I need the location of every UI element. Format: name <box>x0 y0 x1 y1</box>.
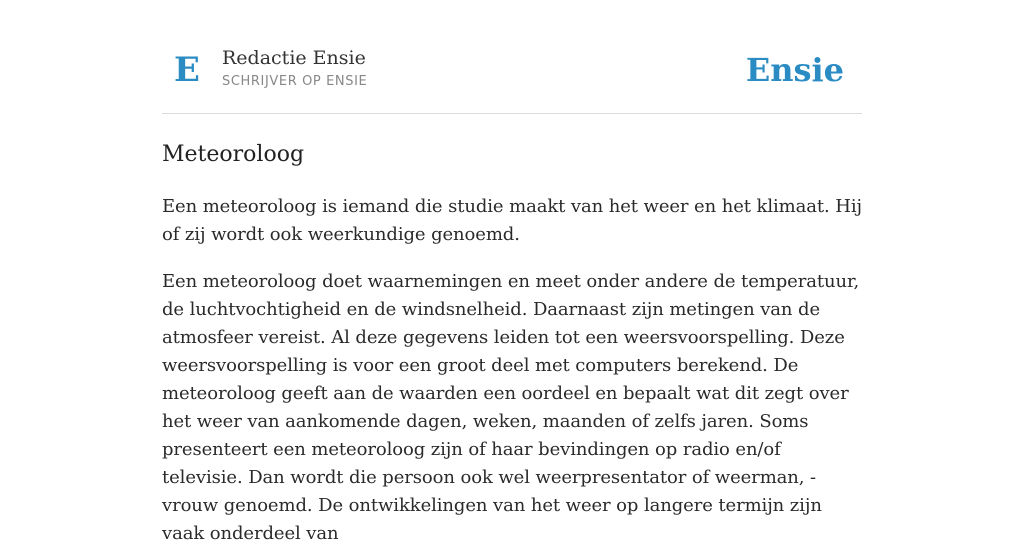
author-role: SCHRIJVER OP ENSIE <box>222 74 368 89</box>
author-name[interactable]: Redactie Ensie <box>222 47 366 69</box>
brand-logo[interactable]: Ensie <box>745 51 844 89</box>
article-paragraph-2: Een meteoroloog doet waarnemingen en meet onder andere de temperatuur, de luchtvochtigheid en de windsnelheid. Daarnaast zijn metingen van de atmosfeer vereist. Al deze gegevens leiden tot een weersvoorspelling. Deze weersvoorspelling is voor een groot deel met computers berekend. De meteoroloog geeft aan de waarden een oordeel en bepaalt wat dit zegt over het weer van aankomende dagen, weken, maanden of zelfs jaren. Soms presenteert een meteoroloog zijn of haar bevindingen op radio en/of televisie. Dan wordt die persoon ook wel weerpresentator of weerman, -vrouw genoemd. De ontwikkelingen van het weer op langere termijn zijn vaak onderdeel van <box>162 271 860 544</box>
author-avatar[interactable]: E <box>174 50 200 90</box>
article-title: Meteoroloog <box>162 142 305 167</box>
article-card <box>162 0 862 548</box>
article-paragraph-1: Een meteoroloog is iemand die studie maakt van het weer en het klimaat. Hij of zij wordt ook weerkundige genoemd. <box>162 196 862 245</box>
author-header <box>162 0 862 114</box>
